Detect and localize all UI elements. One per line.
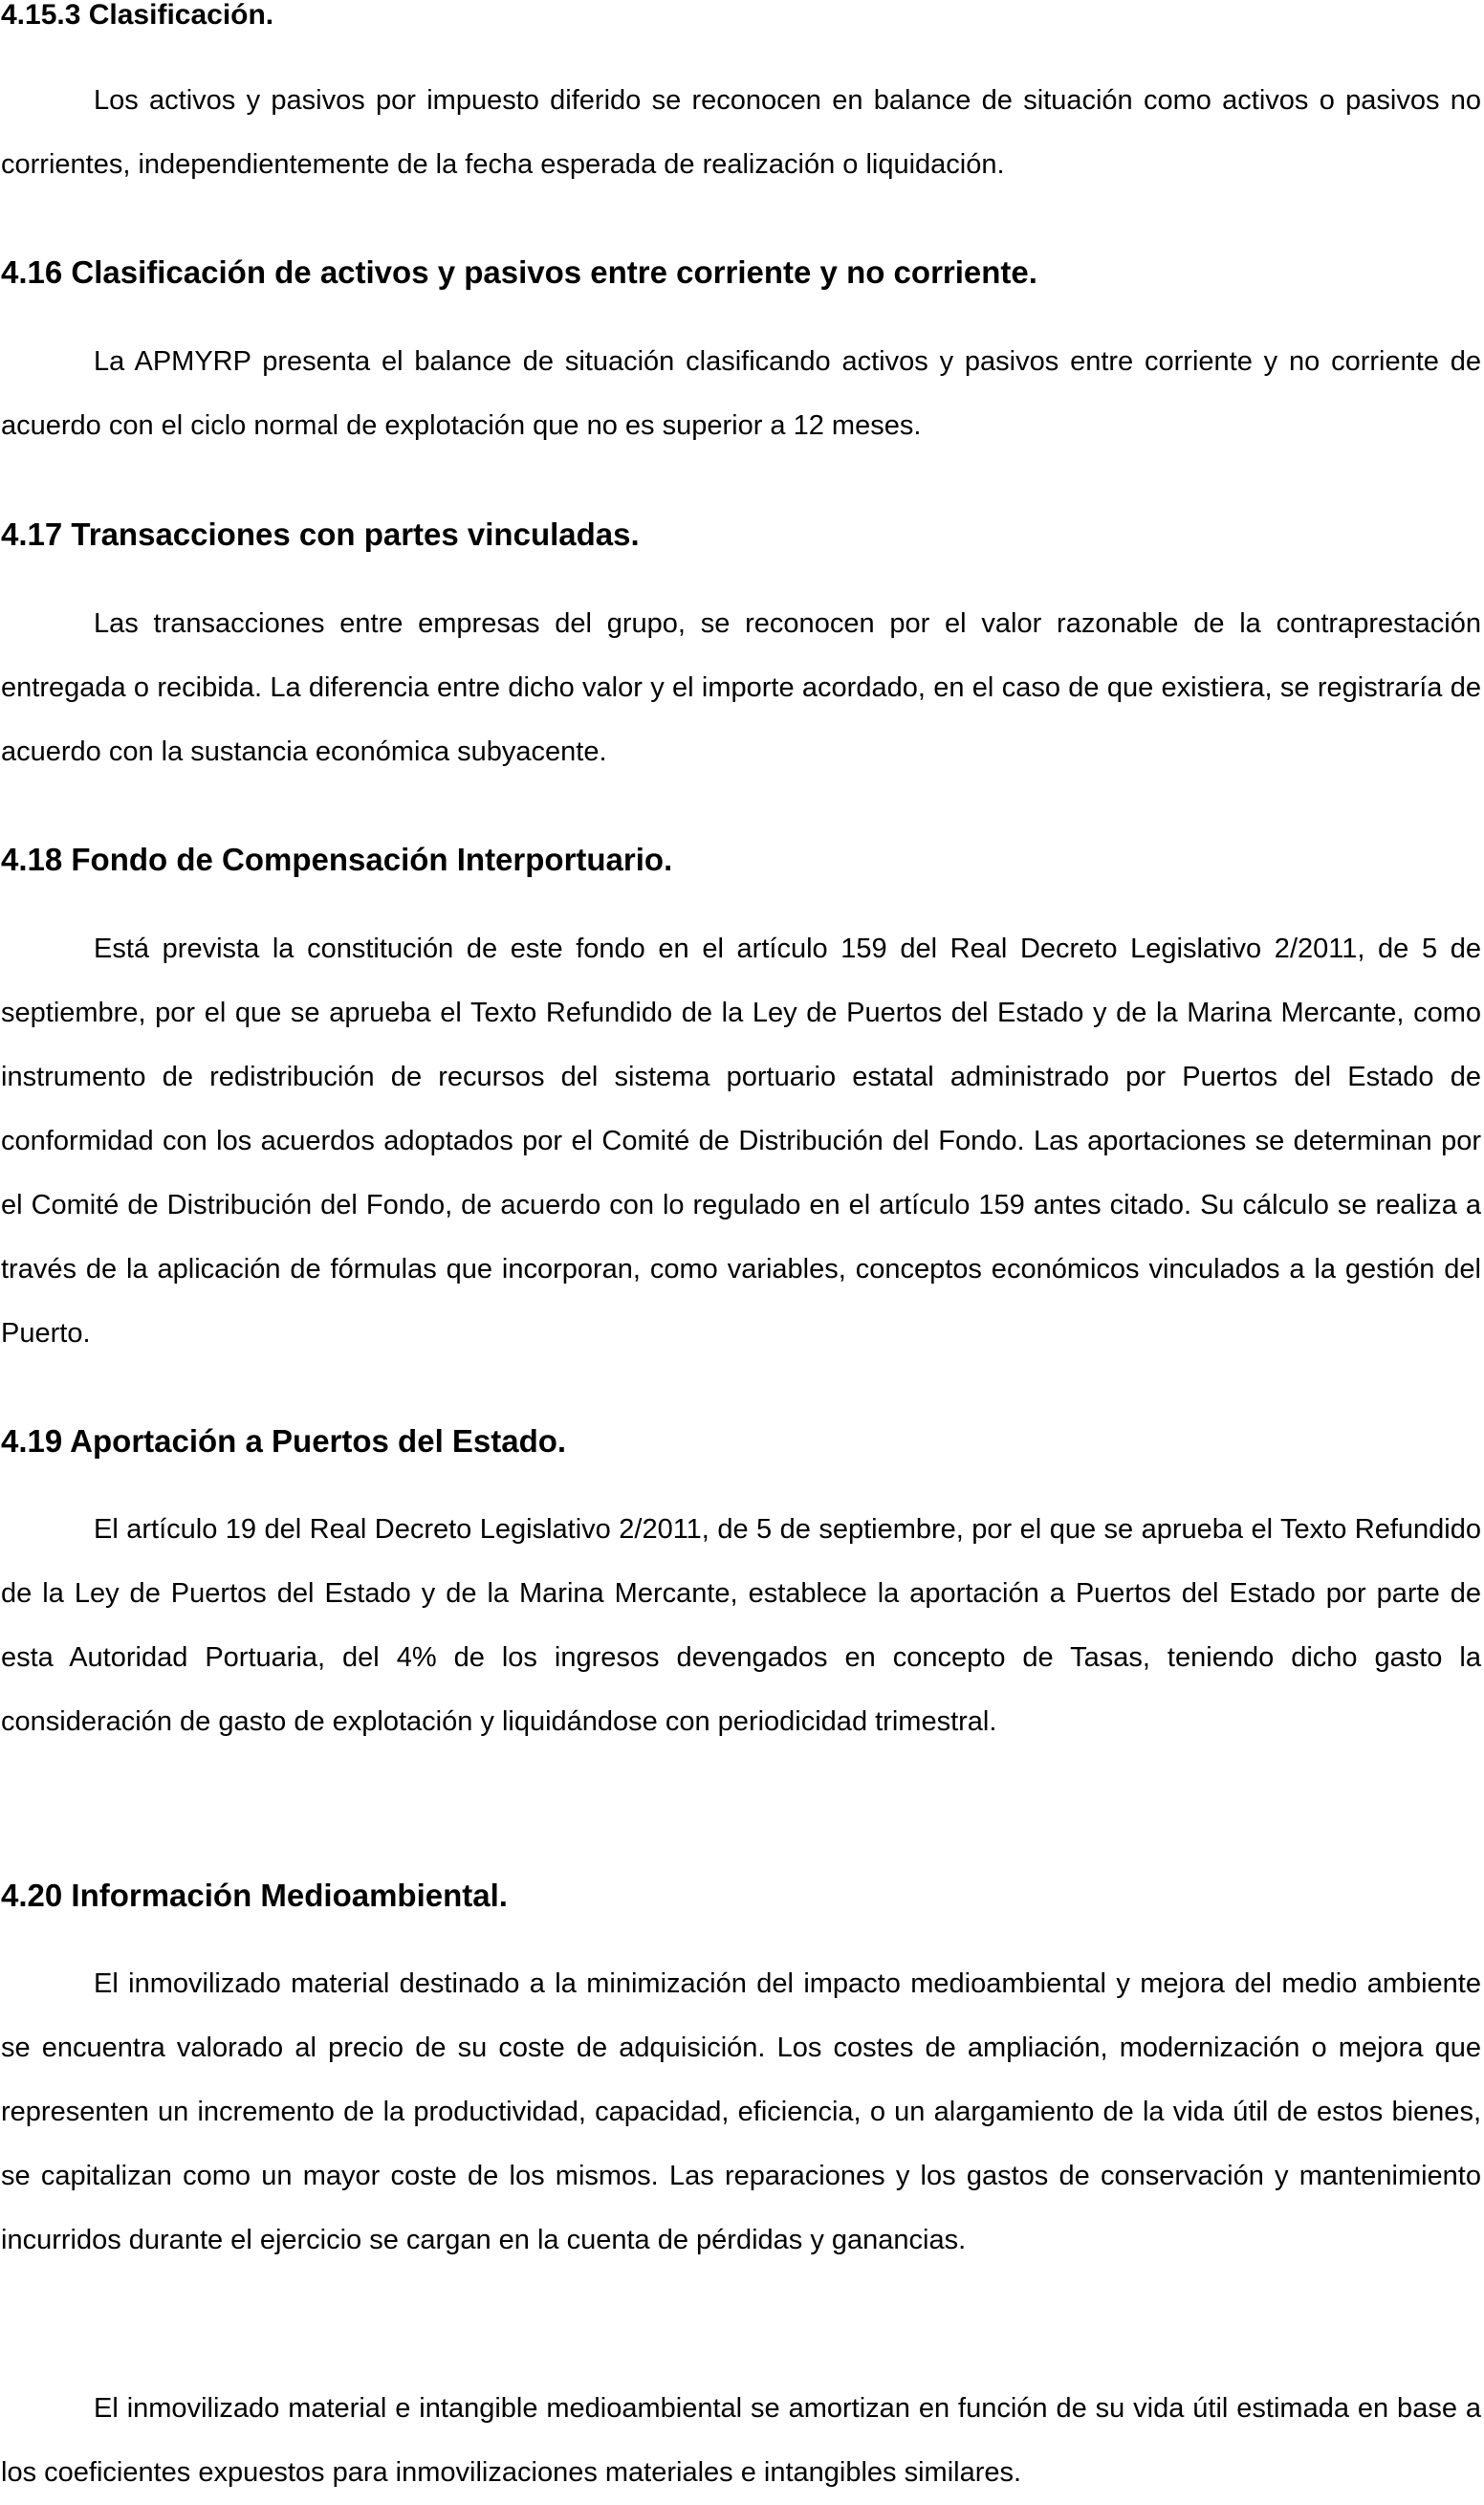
- section-heading-4-20: 4.20 Información Medioambiental.: [1, 1878, 508, 1913]
- paragraph-4-17: Las transacciones entre empresas del grupo, se reconocen por el valor razonable de la contraprestación entregada o recibida. La diferencia entre dicho valor y el importe acordado, en el caso de que existiera, se registraría de acuerdo con la sustancia económica subyacente.: [1, 608, 1481, 767]
- section-heading-4-19: 4.19 Aportación a Puertos del Estado.: [1, 1423, 567, 1459]
- paragraph-4-20-a: El inmovilizado material destinado a la minimización del impacto medioambiental y mejora del medio ambiente se encuentra valorado al precio de su coste de adquisición. Los costes de ampliación, modernización o mejora que representen un incremento de la productividad, capacidad, eficiencia, o un alargamiento de la vida útil de estos bienes, se capitalizan como un mayor coste de los mismos. Las reparaciones y los gastos de conservación y mantenimiento incurridos durante el ejercicio se cargan en la cuenta de pérdidas y ganancias.: [1, 1968, 1481, 2255]
- paragraph-4-15-3: Los activos y pasivos por impuesto diferido se reconocen en balance de situación como activos o pasivos no corrientes, independientemente de la fecha esperada de realización o liquidación.: [1, 85, 1481, 180]
- paragraph-4-16: La APMYRP presenta el balance de situación clasificando activos y pasivos entre corriente y no corriente de acuerdo con el ciclo normal de explotación que no es superior a 12 meses.: [1, 346, 1481, 441]
- paragraph-4-18: Está prevista la constitución de este fondo en el artículo 159 del Real Decreto Legislativo 2/2011, de 5 de septiembre, por el que se aprueba el Texto Refundido de la Ley de Puertos del Estado y de la Marina Mercante, como instrumento de redistribución de recursos del sistema portuario estatal administrado por Puertos del Estado de conformidad con los acuerdos adoptados por el Comité de Distribución del Fondo. Las aportaciones se determinan por el Comité de Distribución del Fondo, de acuerdo con lo regulado en el artículo 159 antes citado. Su cálculo se realiza a través de la aplicación de fórmulas que incorporan, como variables, conceptos económicos vinculados a la gestión del Puerto.: [1, 934, 1481, 1349]
- paragraph-4-20-b: El inmovilizado material e intangible medioambiental se amortizan en función de su vida útil estimada en base a los coeficientes expuestos para inmovilizaciones materiales e intangibles similares.: [1, 2393, 1481, 2488]
- paragraph-4-19: El artículo 19 del Real Decreto Legislativo 2/2011, de 5 de septiembre, por el que se aprueba el Texto Refundido de la Ley de Puertos del Estado y de la Marina Mercante, establece la aportación a Puertos del Estado por parte de esta Autoridad Portuaria, del 4% de los ingresos devengados en concepto de Tasas, teniendo dicho gasto la consideración de gasto de explotación y liquidándose con periodicidad trimestral.: [1, 1514, 1481, 1737]
- section-heading-4-17: 4.17 Transacciones con partes vinculadas.: [1, 516, 640, 552]
- section-heading-4-18: 4.18 Fondo de Compensación Interportuario.: [1, 842, 673, 877]
- section-heading-4-16: 4.16 Clasificación de activos y pasivos entre corriente y no corriente.: [1, 254, 1037, 290]
- section-heading-4-15-3: 4.15.3 Clasificación.: [1, 0, 274, 31]
